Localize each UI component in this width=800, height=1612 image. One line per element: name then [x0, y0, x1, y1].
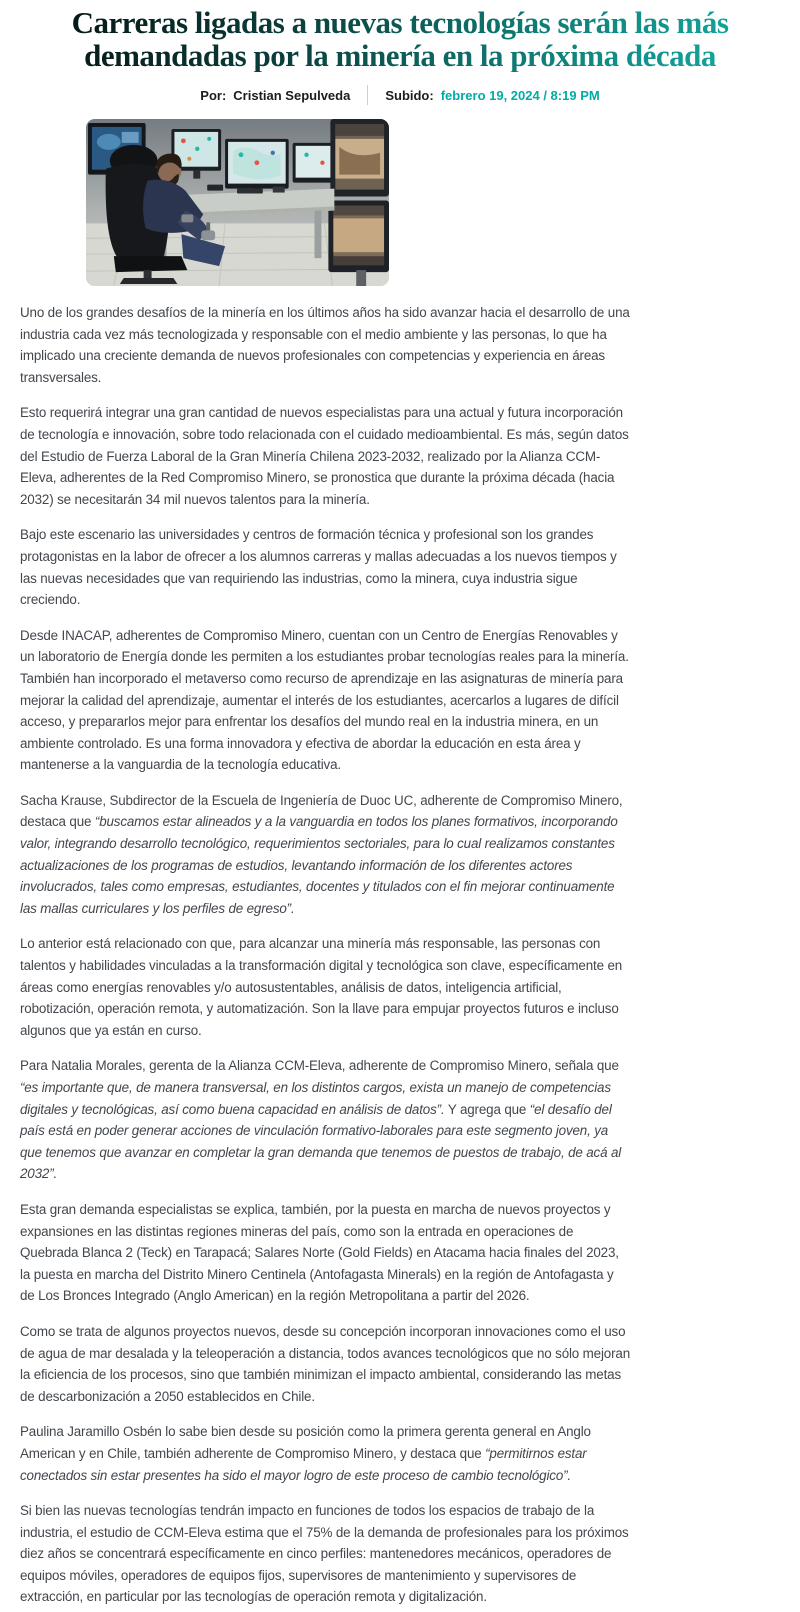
article-paragraph	[20, 1199, 630, 1307]
byline-date: febrero 19, 2024 / 8:19 PM	[440, 87, 600, 103]
paragraph-segment: “buscamos estar alineados y a la vanguardia en todos los planes formativos, incorporando valor, integrando desarrollo tecnológico, requerimientos sectoriales, para lo cual realizamos constantes actualizaciones de los programas de estudios, levantando información de los diferentes actores involucrados, tales como empresas, estudiantes, docentes y titulados con el fin mejorar continuamente las mallas curriculares y los perfiles de egreso”.	[20, 814, 618, 916]
byline-divider	[367, 85, 368, 105]
article-paragraph	[20, 524, 630, 610]
paragraph-segment: Y agrega que	[444, 1101, 530, 1117]
paragraph-segment: Sacha Krause, Subdirector de la Escuela de Ingeniería de Duoc UC, adherente de Compromiso Minero, destaca que	[20, 792, 623, 830]
article-paragraph	[20, 933, 630, 1041]
paragraph-segment: Bajo este escenario las universidades y centros de formación técnica y profesional son los grandes protagonistas en la labor de ofrecer a los alumnos carreras y mallas adecuadas a los nuevos tiempos y las nuevas necesidades que van requiriendo las industrias, como la minera, cuya industria sigue creciendo.	[20, 527, 617, 608]
paragraph-segment: “el desafío del país está en poder generar acciones de vinculación formativo-laborales para este segmento joven, ya que tenemos que avanzar en completar la gran demanda que tenemos de puestos de trabajo, de acá al 2032”.	[20, 1101, 622, 1182]
article-paragraph	[20, 1500, 630, 1608]
paragraph-segment: Desde INACAP, adherentes de Compromiso Minero, cuentan con un Centro de Energías Renovables y un laboratorio de Energía donde les permiten a los estudiantes probar tecnologías reales para la minería. También han incorporado el metaverso como recurso de aprendizaje en las asignaturas de minería para mejorar la calidad del aprendizaje, aumentar el interés de los estudiantes, acercarlos a lugares de difícil acceso, y prepararlos mejor para enfrentar los desafíos del mundo real en la industria minera, en un ambiente controlado. Es una forma innovadora y efectiva de abordar la educación en esta área y mantenerse a la vanguardia de la tecnología educativa.	[20, 627, 629, 773]
article-paragraph	[20, 790, 630, 920]
article-paragraph	[20, 402, 630, 510]
paragraph-segment: Uno de los grandes desafíos de la minería en los últimos años ha sido avanzar hacia el desarrollo de una industria cada vez más tecnologizada y responsable con el medio ambiente y las personas, lo que ha implicado una creciente demanda de nuevos profesionales con competencias y experiencia en áreas transversales.	[20, 305, 630, 385]
byline-author: Cristian Sepulveda	[233, 87, 351, 103]
paragraph-segment: Esto requerirá integrar una gran cantidad de nuevos especialistas para una actual y futura incorporación de tecnología e innovación, sobre todo relacionada con el cuidado medioambiental. Es más, según datos del Estudio de Fuerza Laboral de la Gran Minería Chilena 2023-2032, realizado por la Alianza CCM-Eleva, adherentes de la Red Compromiso Minero, se pronostica que durante la próxima década (hacia 2032) se necesitarán 34 mil nuevos talentos para la minería.	[20, 405, 629, 507]
paragraph-segment: “es importante que, de manera transversal, en los distintos cargos, exista un manejo de competencias digitales y tecnológicas, así como buena capacidad en análisis de datos”.	[20, 1080, 611, 1117]
article-paragraph	[20, 1321, 630, 1407]
page-title-line1: Carreras ligadas a nuevas tecnologías serán las más	[71, 5, 729, 40]
paragraph-segment: Para Natalia Morales, gerenta de la Alianza CCM-Eleva, adherente de Compromiso Minero, señala que	[20, 1058, 619, 1074]
article-page	[0, 6, 800, 1608]
article-paragraph	[20, 1421, 630, 1486]
article-hero-image	[86, 119, 389, 286]
paragraph-segment: Esta gran demanda especialistas se explica, también, por la puesta en marcha de nuevos proyectos y expansiones en las distintas regiones mineras del país, como son la entrada en operaciones de Quebrada Blanca 2 (Teck) en Tarapacá; Salares Norte (Gold Fields) en Atacama hacia finales del 2023, la puesta en marcha del Distrito Minero Centinela (Antofagasta Minerals) en la región de Antofagasta y de Los Bronces Integrado (Anglo American) en la región Metropolitana a partir del 2026.	[20, 1201, 619, 1304]
byline-subido-label: Subido:	[385, 87, 434, 103]
article-paragraph	[20, 302, 630, 388]
paragraph-segment: Si bien las nuevas tecnologías tendrán impacto en funciones de todos los espacios de trabajo de la industria, el estudio de CCM-Eleva estima que el 75% de la demanda de profesionales para los próximos diez años se concentrará específicamente en cinco perfiles: mantenedores mecánicos, operadores de equipos móviles, operadores de equipos fijos, supervisores de mantenimiento y supervisores de extracción, en particular por las tecnologías de operación remota y digitalización.	[20, 1503, 629, 1605]
paragraph-segment: Lo anterior está relacionado con que, para alcanzar una minería más responsable, las personas con talentos y habilidades vinculadas a la transformación digital y tecnológica son clave, específicamente en áreas como energías renovables y/o autosustentables, análisis de datos, inteligencia artificial, robotización, operación remota, y automatización. Son la llave para empujar proyectos futuros e incluso algunos que ya están en curso.	[20, 936, 623, 1038]
article-paragraph	[20, 625, 630, 776]
article-paragraph	[20, 1055, 630, 1185]
byline	[0, 85, 800, 105]
page-title	[6, 6, 794, 72]
paragraph-segment: “permitirnos estar conectados sin estar presentes ha sido el mayor logro de este proceso de cambio tecnológico”.	[20, 1445, 587, 1483]
article-body	[20, 302, 630, 1608]
paragraph-segment: Como se trata de algunos proyectos nuevos, desde su concepción incorporan innovaciones como el uso de agua de mar desalada y la teleoperación a distancia, todos avances tecnológicos que no sólo mejoran la eficiencia de los procesos, sino que también minimizan el impacto ambiental, considerando las metas de descarbonización a 2050 establecidos en Chile.	[20, 1323, 631, 1404]
control-room-photo-illustration	[86, 119, 389, 286]
paragraph-segment: Paulina Jaramillo Osbén lo sabe bien desde su posición como la primera gerenta general en Anglo American y en Chile, también adherente de Compromiso Minero, y destaca que	[20, 1424, 591, 1461]
byline-por-label: Por:	[200, 87, 227, 103]
page-title-line2: demandadas por la minería en la próxima década	[84, 38, 716, 73]
